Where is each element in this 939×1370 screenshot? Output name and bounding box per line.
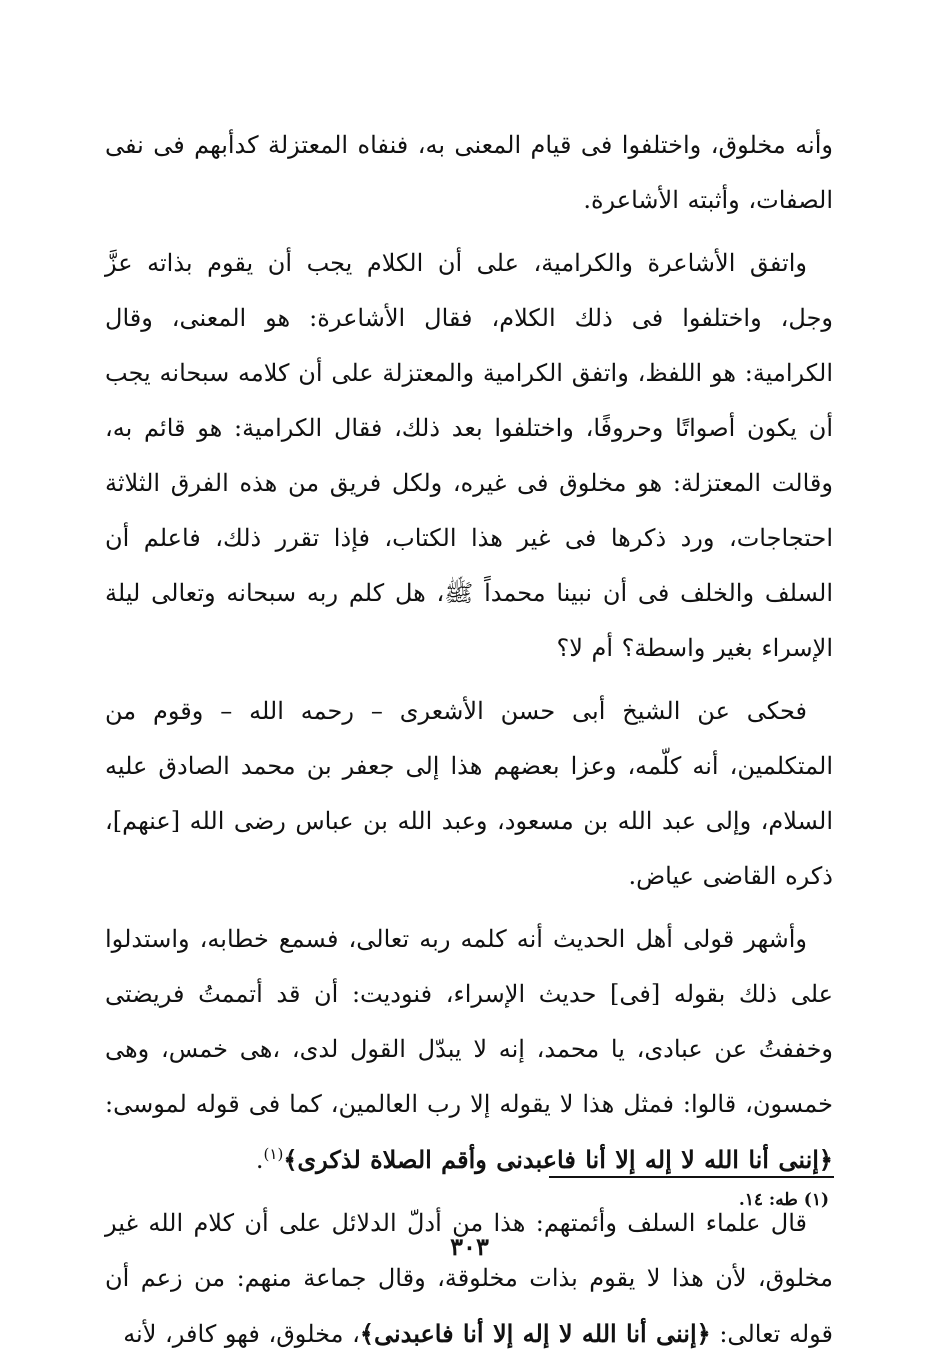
paragraph-1: وأنه مخلوق، واختلفوا فى قيام المعنى به، فنفاه المعتزلة كدأبهم فى نفى الصفات، وأثبته الأشاعرة.	[105, 131, 833, 214]
footnote: (١) طه: ١٤.	[738, 1190, 829, 1210]
body-text	[105, 118, 833, 1370]
quran-verse: ﴿إننى أنا الله لا إله إلا أنا فاعبدنى وأقم الصلاة لذكرى﴾	[283, 1145, 833, 1174]
footnote-marker: (١)	[263, 1145, 284, 1163]
page-number: ٣٠٣	[450, 1232, 489, 1261]
paragraph-5-end: ، مخلوق، فهو كافر، لأنه	[123, 1320, 360, 1348]
paragraph-4	[105, 912, 833, 1188]
footnote-divider	[549, 1176, 834, 1178]
paragraph-5-text: قال علماء السلف وأئمتهم: هذا من أدلّ الدلائل على أن كلام الله غير مخلوق، لأن هذا لا يقوم بذات مخلوقة، وقال جماعة منهم: من زعم أن قوله تعالى:	[105, 1209, 833, 1348]
paragraph-4-text: وأشهر قولى أهل الحديث أنه كلمه ربه تعالى، فسمع خطابه، واستدلوا على ذلك بقوله [فى] حديث الإسراء، فنوديت: أن قد أتممتُ فريضتى وخففتُ عن عبادى، يا محمد، إنه لا يبدّل القول لدى، ،هى خمس، وهى خمسون، قالوا: فمثل هذا لا يقوله إلا رب العالمين، كما فى قوله لموسى:	[105, 925, 833, 1118]
paragraph-5	[105, 1196, 833, 1362]
quran-verse: ﴿إننى أنا الله لا إله إلا أنا فاعبدنى﴾	[359, 1319, 711, 1348]
paragraph-4-end: .	[255, 1146, 264, 1174]
paragraph-2: واتفق الأشاعرة والكرامية، على أن الكلام يجب أن يقوم بذاته عزَّ وجل، واختلفوا فى ذلك الكلام، فقال الأشاعرة: هو المعنى، وقال الكرامية: هو اللفظ، واتفق الكرامية والمعتزلة على أن كلامه سبحانه يجب أن يكون أصواتًا وحروفًا، واختلفوا بعد ذلك، فقال الكرامية: هو قائم به، وقالت المعتزلة: هو مخلوق فى غيره، ولكل فريق من هذه الفرق الثلاثة احتجاجات، ورد ذكرها فى غير هذا الكتاب، فإذا تقرر ذلك، فاعلم أن السلف والخلف فى أن نبينا محمداً ﷺ، هل كلم ربه سبحانه وتعالى ليلة الإسراء بغير واسطة؟ أم لا؟	[105, 249, 834, 662]
paragraph-3: فحكى عن الشيخ أبى حسن الأشعرى – رحمه الله – وقوم من المتكلمين، أنه كلّمه، وعزا بعضهم هذا إلى جعفر بن محمد الصادق عليه السلام، وإلى عبد الله بن مسعود، وعبد الله بن عباس رضى الله [عنهم]، ذكره القاضى عياض.	[105, 697, 834, 890]
